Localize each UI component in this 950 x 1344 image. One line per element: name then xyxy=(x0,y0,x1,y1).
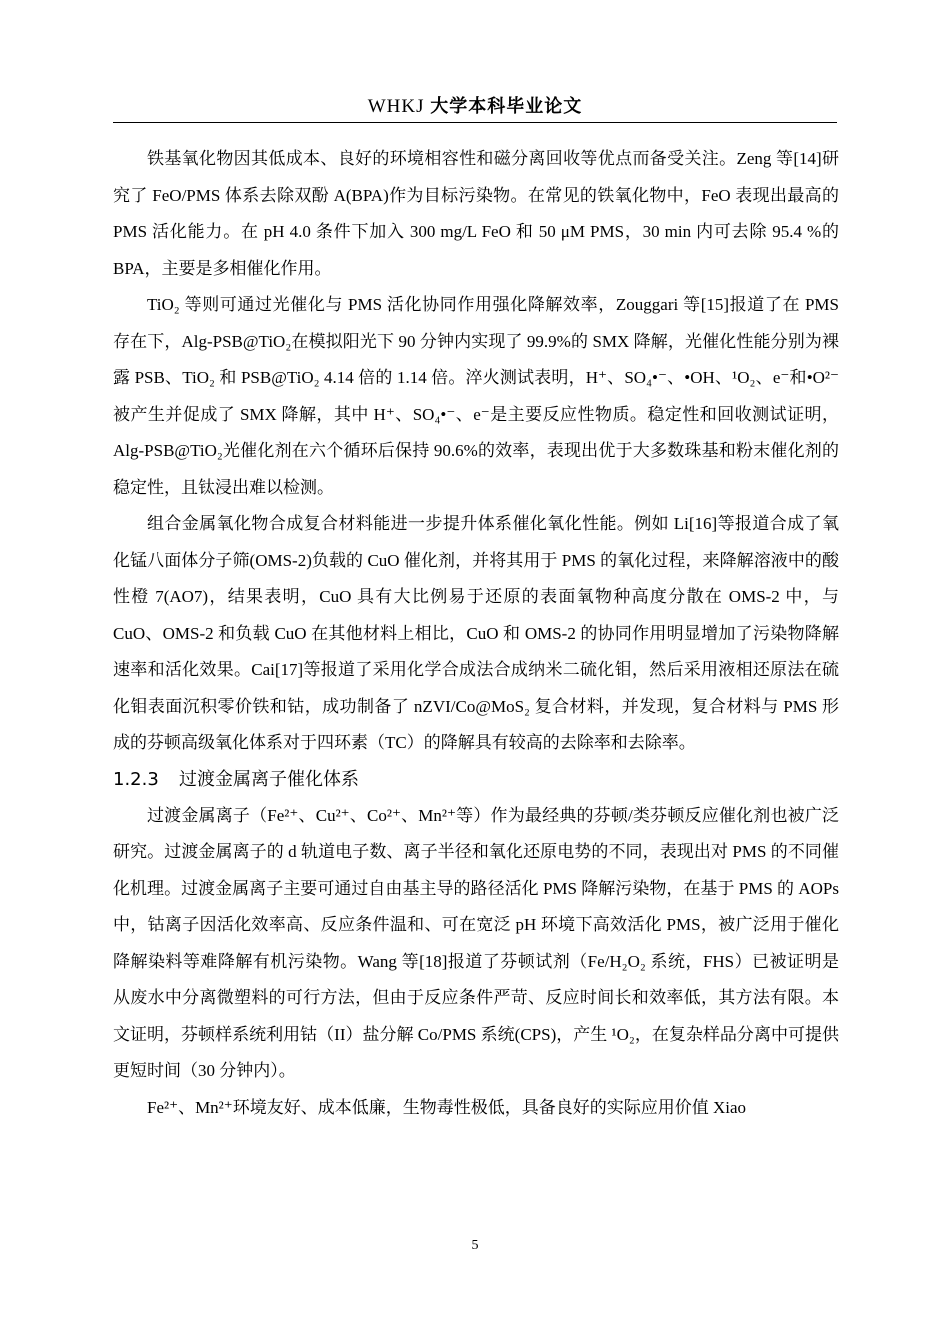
page-number: 5 xyxy=(471,1238,479,1253)
section-title: 过渡金属离子催化体系 xyxy=(179,768,359,790)
paragraph-transition-metal-ions: 过渡金属离子（Fe²⁺、Cu²⁺、Co²⁺、Mn²⁺等）作为最经典的芬顿/类芬顿反应催化剂也被广泛研究。过渡金属离子的 d 轨道电子数、离子半径和氧化还原电势的不同，表现出对 PMS 的不同催化机理。过渡金属离子主要可通过自由基主导的路径活化 PMS 降解污染物，在基于 PMS 的 AOPs 中，钴离子因活化效率高、反应条件温和、可在宽泛 pH 环境下高效活化 PMS，被广泛用于催化降解染料等难降解有机污染物。Wang 等[18]报道了芬顿试剂（Fe/H₂O₂ 系统，FHS）已被证明是从废水中分离微塑料的可行方法，但由于反应条件严苛、反应时间长和效率低，其方法有限。本文证明，芬顿样系统利用钴（II）盐分解 Co/PMS 系统(CPS)，产生 ¹O₂，在复杂样品分离中可提供更短时间（30 分钟内）。 xyxy=(113,805,839,1080)
section-heading xyxy=(113,762,839,798)
paragraph-tio2: TiO₂ 等则可通过光催化与 PMS 活化协同作用强化降解效率，Zouggari 等[15]报道了在 PMS 存在下，Alg-PSB@TiO₂在模拟阳光下 90 分钟内实现了 99.9%的 SMX 降解，光催化性能分别为裸露 PSB、TiO₂ 和 PSB@TiO₂ 4.14 倍的 1.14 倍。淬火测试表明，H⁺、SO₄•⁻、•OH、¹O₂、e⁻和•O²⁻被产生并促成了 SMX 降解，其中 H⁺、SO₄•⁻、e⁻是主要反应性物质。稳定性和回收测试证明，Alg-PSB@TiO₂光催化剂在六个循环后保持 90.6%的效率，表现出优于大多数珠基和粉末催化剂的稳定性，且钛浸出难以检测。 xyxy=(113,295,839,497)
header-rule xyxy=(113,122,837,123)
section-number: 1.2.3 xyxy=(113,768,159,790)
paragraph-iron-oxides: 铁基氧化物因其低成本、良好的环境相容性和磁分离回收等优点而备受关注。Zeng 等[14]研究了 FeO/PMS 体系去除双酚 A(BPA)作为目标污染物。在常见的铁氧化物中，FeO 表现出最高的 PMS 活化能力。在 pH 4.0 条件下加入 300 mg/L FeO 和 50 μM PMS，30 min 内可去除 95.4 %的 BPA，主要是多相催化作用。 xyxy=(113,149,839,278)
header-title: 大学本科毕业论文 xyxy=(430,96,583,117)
running-header xyxy=(113,92,837,122)
paragraph-fe-mn: Fe²⁺、Mn²⁺环境友好、成本低廉，生物毒性极低，具备良好的实际应用价值 Xiao xyxy=(147,1097,747,1117)
paragraph-combined-oxides: 组合金属氧化物合成复合材料能进一步提升体系催化氧化性能。例如 Li[16]等报道合成了氧化锰八面体分子筛(OMS-2)负载的 CuO 催化剂，并将其用于 PMS 的氧化过程，来降解溶液中的酸性橙 7(AO7)，结果表明，CuO 具有大比例易于还原的表面氧物种高度分散在 OMS-2 中，与 CuO、OMS-2 和负载 CuO 在其他材料上相比，CuO 和 OMS-2 的协同作用明显增加了污染物降解速率和活化效果。Cai[17]等报道了采用化学合成法合成纳米二硫化钼，然后采用液相还原法在硫化钼表面沉积零价铁和钴，成功制备了 nZVI/Co@MoS₂ 复合材料，并发现，复合材料与 PMS 形成的芬顿高级氧化体系对于四环素（TC）的降解具有较高的去除率和去除率。 xyxy=(113,514,839,752)
body-text xyxy=(113,141,839,1126)
header-latin: WHKJ xyxy=(367,96,425,117)
